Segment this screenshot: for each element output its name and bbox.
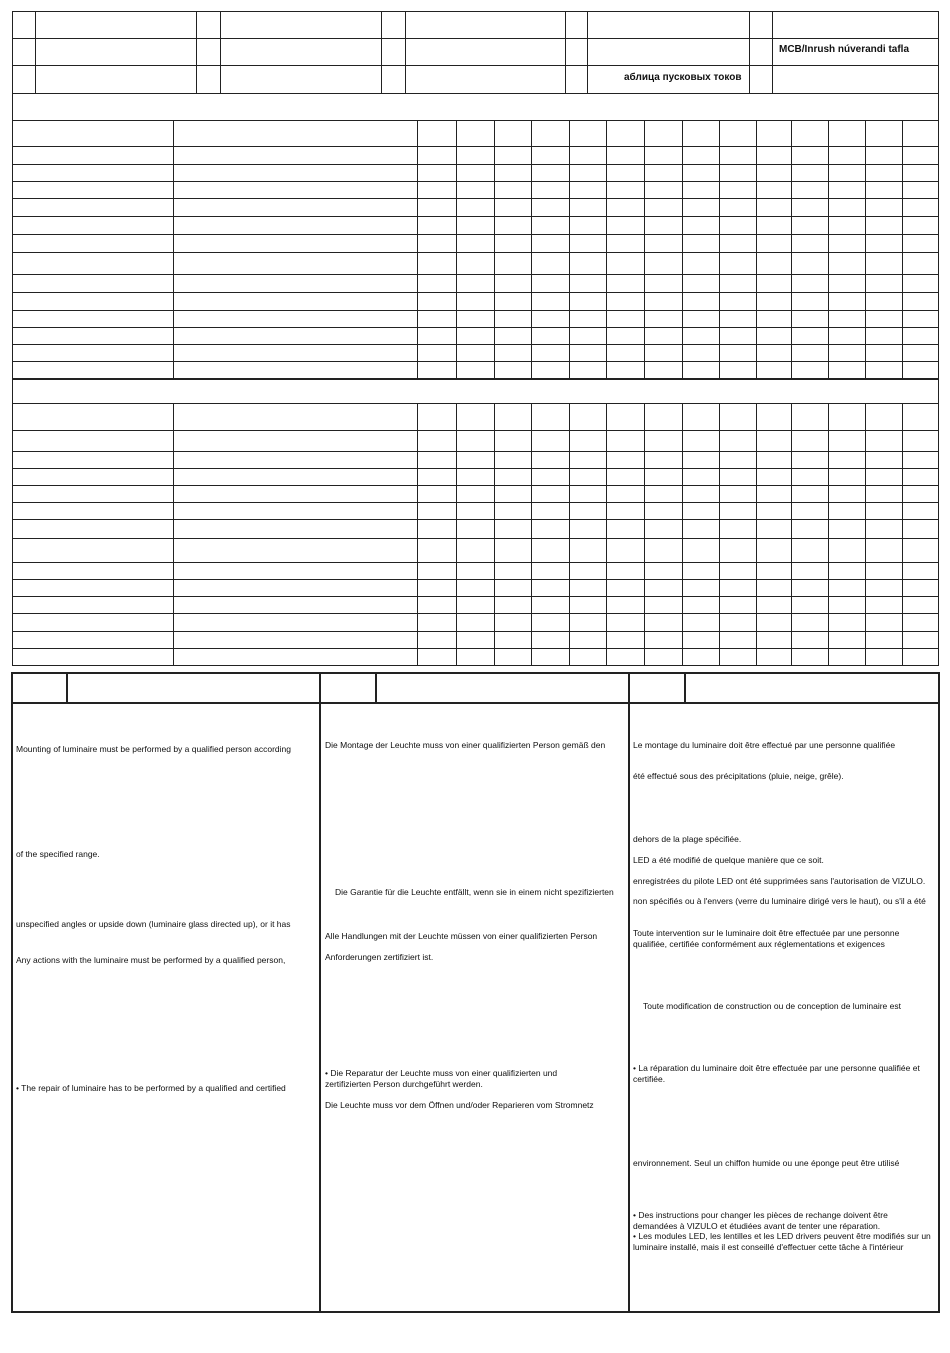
french-paragraph: • Des instructions pour changer les pièces de rechange doivent être demandées à VIZULO et étudiées avant de tenter une réparation. <box>633 1210 888 1231</box>
english-paragraph: Mounting of luminaire must be performed by a qualified person according <box>16 744 291 754</box>
instructions-flag-divider <box>684 672 686 703</box>
header-title-icelandic: MCB/Inrush núverandi tafla <box>779 44 910 55</box>
german-paragraph: Alle Handlungen mit der Leuchte müssen von einer qualifizierten Person <box>325 931 598 941</box>
header-title-russian: аблица пусковых токов <box>624 72 742 83</box>
english-paragraph: of the specified range. <box>16 849 100 859</box>
french-paragraph: • Les modules LED, les lentilles et les LED drivers peuvent être modifiés sur un luminaire installé, mais il est conseillé d'effectuer cette tâche à l'intérieur <box>633 1231 931 1252</box>
french-paragraph: non spécifiés ou à l'envers (verre du luminaire dirigé vers le haut), ou s'il a été <box>633 896 926 906</box>
english-paragraph: • The repair of luminaire has to be performed by a qualified and certified <box>16 1083 286 1093</box>
french-paragraph: • La réparation du luminaire doit être effectuée par une personne qualifiée et certifiée. <box>633 1063 920 1084</box>
instructions-col-divider <box>319 672 321 1313</box>
instructions-col-divider <box>628 672 630 1313</box>
instructions-flag-divider <box>66 672 68 703</box>
german-paragraph: Die Leuchte muss vor dem Öffnen und/oder Reparieren vom Stromnetz <box>325 1100 594 1110</box>
instructions-header-divider <box>11 702 940 704</box>
french-paragraph: enregistrées du pilote LED ont été supprimées sans l'autorisation de VIZULO. <box>633 876 926 886</box>
french-paragraph: LED a été modifié de quelque manière que ce soit. <box>633 855 824 865</box>
french-paragraph: Toute intervention sur le luminaire doit être effectuée par une personne qualifiée, certifiée conformément aux réglementations et exigences <box>633 928 900 949</box>
french-paragraph: été effectué sous des précipitations (pluie, neige, grêle). <box>633 771 844 781</box>
french-paragraph: environnement. Seul un chiffon humide ou une éponge peut être utilisé <box>633 1158 900 1168</box>
instructions-flag-divider <box>375 672 377 703</box>
section-band <box>12 379 939 404</box>
french-paragraph: Toute modification de construction ou de conception de luminaire est <box>643 1001 901 1011</box>
german-paragraph: • Die Reparatur der Leuchte muss von einer qualifizierten und zertifizierten Person durchgeführt werden. <box>325 1068 558 1089</box>
french-paragraph: dehors de la plage spécifiée. <box>633 834 742 844</box>
german-paragraph: Die Garantie für die Leuchte entfällt, wenn sie in einem nicht spezifizierten <box>335 887 614 897</box>
german-paragraph: Die Montage der Leuchte muss von einer qualifizierten Person gemäß den <box>325 740 606 750</box>
english-paragraph: Any actions with the luminaire must be performed by a qualified person, <box>16 955 286 965</box>
inrush-table-2 <box>12 403 939 666</box>
french-paragraph: Le montage du luminaire doit être effectué par une personne qualifiée <box>633 740 896 750</box>
german-paragraph: Anforderungen zertifiziert ist. <box>325 952 434 962</box>
english-paragraph: unspecified angles or upside down (luminaire glass directed up), or it has <box>16 919 291 929</box>
